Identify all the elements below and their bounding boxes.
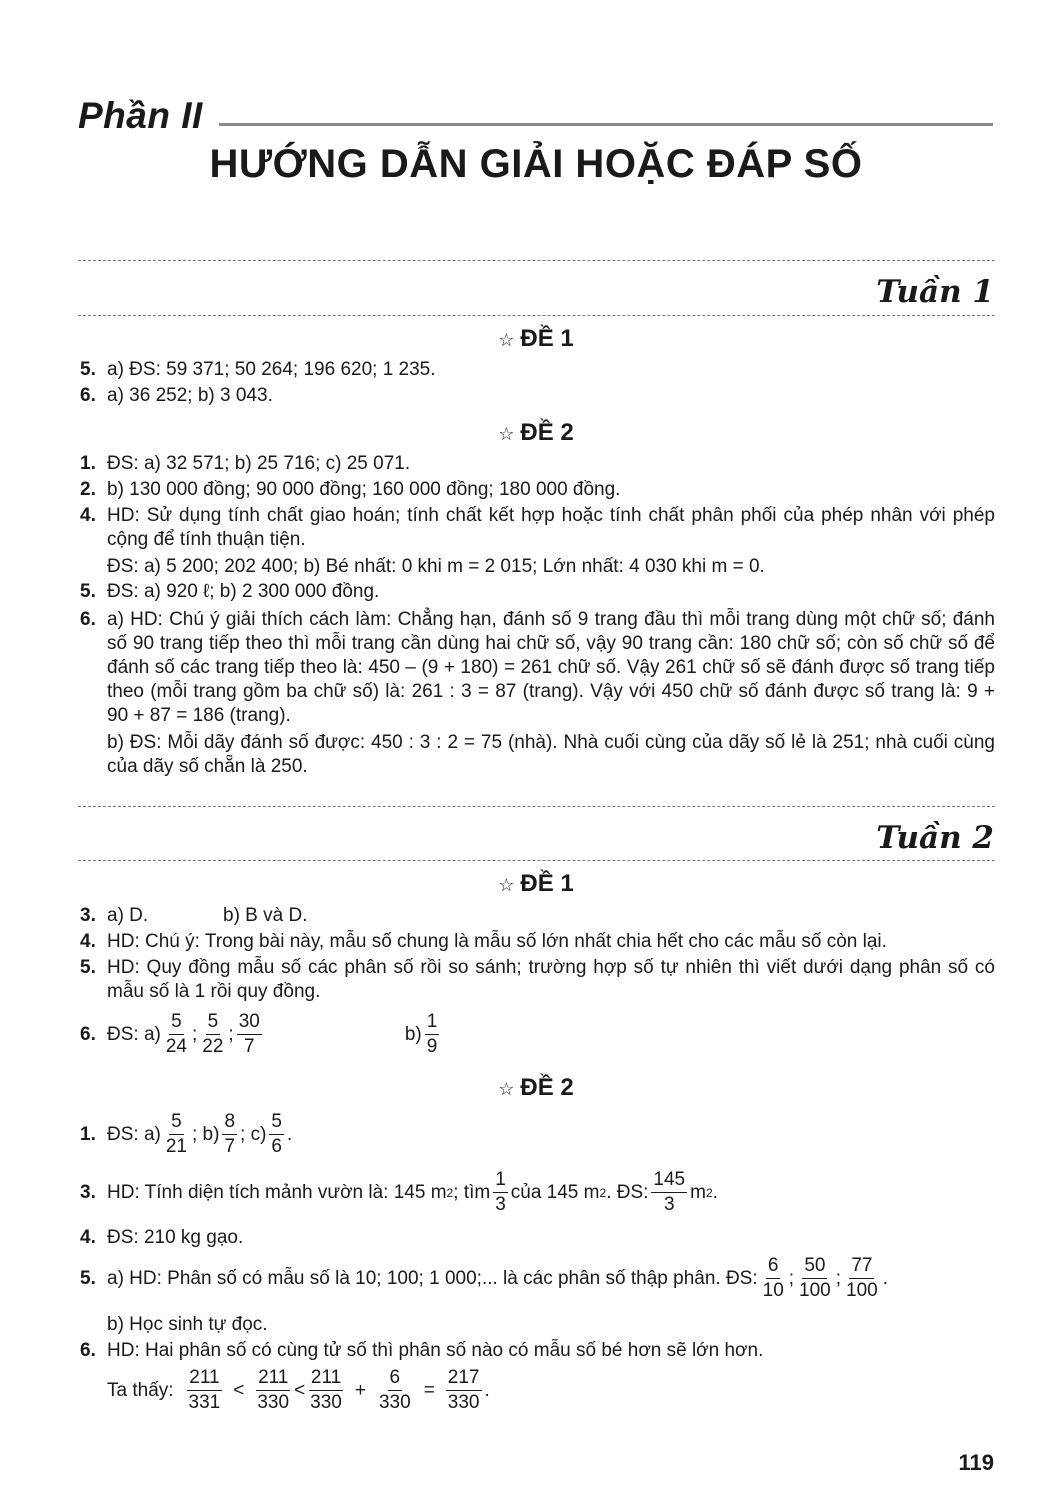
answer-detail: ĐS: a) 5 200; 202 400; b) Bé nhất: 0 khi m = 2 015; Lớn nhất: 4 030 khi m = 0. [107,556,765,577]
star-icon: ☆ [498,875,515,895]
week-heading: Tuần 2 [876,820,994,856]
fraction: $\frac{211}{330}$ [257,1367,290,1413]
fraction: $\frac{1}{9}$ [426,1011,438,1057]
star-icon: ☆ [498,424,515,444]
answer-item: 5. a) ĐS: 59 371; 50 264; 196 620; 1 235. [80,359,436,380]
part-rule [219,123,993,126]
answer-item: 2. b) 130 000 đồng; 90 000 đồng; 160 000 đồng; 180 000 đồng. [80,479,621,500]
fraction: $\frac{211}{330}$ [310,1367,342,1413]
fraction: $\frac{145}{3}$ [653,1169,686,1215]
part-label: Phần II [78,95,203,136]
fraction: $\frac{30}{7}$ [238,1011,260,1057]
answer-item: 1. ĐS: a) 32 571; b) 25 716; c) 25 071. [80,453,411,474]
part-header [78,84,993,134]
fraction: $\frac{50}{100}$ [799,1255,831,1301]
fraction: $\frac{5}{24}$ [165,1011,187,1057]
page-number: 119 [958,1450,994,1475]
divider [78,860,995,861]
answer-item: 3. HD: Tính diện tích mảnh vườn là: 145 m 2 ; tìm $\frac{1}{3}$ của 145 m 2 . ĐS: $\frac{145}{3}$ m 2 . [80,1169,718,1215]
divider [78,315,995,316]
week-heading: Tuần 1 [876,274,994,310]
fraction: $\frac{5}{22}$ [202,1011,224,1057]
fraction: $\frac{8}{7}$ [224,1111,236,1157]
page-title: HƯỚNG DẪN GIẢI HOẶC ĐÁP SỐ [209,142,863,186]
answer-item: 3. a) D. b) B và D. [80,905,308,926]
answer-item: 5. ĐS: a) 920 ℓ; b) 2 300 000 đồng. [80,581,380,602]
answer-item: 4. ĐS: 210 kg gạo. [80,1227,244,1248]
answer-item: 5. HD: Quy đồng mẫu số các phân số rồi so sánh; trường hợp số tự nhiên thì viết dưới dạng phân số có mẫu số là 1 rồi quy đồng. [80,957,995,1002]
test-heading: ☆ ĐỀ 2 [498,419,574,446]
divider [78,260,995,261]
answer-item: 6. ĐS: a) $\frac{5}{24}$ ; $\frac{5}{22}$ ; $\frac{30}{7}$ b) $\frac{1}{9}$ [80,1011,438,1057]
fraction: $\frac{5}{21}$ [165,1111,187,1157]
answer-item: 1. ĐS: a) $\frac{5}{21}$ ; b) $\frac{8}{7}$ ; c) $\frac{5}{6}$ . [80,1111,293,1157]
answer-detail: Ta thấy: $\frac{211}{331}$ < $\frac{211}{330}$ < $\frac{211}{330}$ + $\frac{6}{330}$ = $\frac{217}{330}$ . [107,1367,490,1413]
fraction: $\frac{1}{3}$ [495,1169,506,1215]
answer-item: 4. HD: Sử dụng tính chất giao hoán; tính chất kết hợp hoặc tính chất phân phối của phép nhân với phép cộng để tính thuận tiện. [80,505,995,550]
fraction: $\frac{5}{6}$ [271,1111,282,1157]
fraction: $\frac{217}{330}$ [447,1367,480,1413]
test-heading: ☆ ĐỀ 1 [498,870,574,897]
answer-item: 6. HD: Hai phân số có cùng tử số thì phân số nào có mẫu số bé hơn sẽ lớn hơn. [80,1340,764,1361]
test-heading: ☆ ĐỀ 1 [498,325,574,352]
fraction: $\frac{6}{330}$ [378,1367,411,1413]
answer-detail: b) Học sinh tự đọc. [107,1314,268,1335]
test-heading: ☆ ĐỀ 2 [498,1074,574,1101]
answer-detail: b) ĐS: Mỗi dãy đánh số được: 450 : 3 : 2 = 75 (nhà). Nhà cuối cùng của dãy số lẻ là 251; nhà cuối cùng của dãy số chẵn là 250. [107,732,995,777]
fraction: $\frac{6}{10}$ [762,1255,784,1301]
star-icon: ☆ [498,330,515,350]
fraction: $\frac{211}{331}$ [188,1367,221,1413]
star-icon: ☆ [498,1079,515,1099]
divider [78,806,995,807]
answer-item: 5. a) HD: Phân số có mẫu số là 10; 100; 1 000;... là các phân số thập phân. ĐS: $\frac{6}{10}$ ; $\frac{50}{100}$ ; $\frac{77}{100}$ . [80,1255,889,1301]
answer-item: 6. a) 36 252; b) 3 043. [80,385,273,406]
answer-item: 4. HD: Chú ý: Trong bài này, mẫu số chung là mẫu số lớn nhất chia hết cho các mẫu số còn lại. [80,931,887,952]
answer-item: 6. a) HD: Chú ý giải thích cách làm: Chẳng hạn, đánh số 9 trang đầu thì mỗi trang dùng một chữ số; đánh số 90 trang tiếp theo thì mỗi trang cần dùng hai chữ số, vậy 90 trang cần: 180 chữ số; còn số chữ số để đánh số các trang tiếp theo là: 450 – (9 + 180) = 261 chữ số. Vậy 261 chữ số sẽ đánh được số trang tiếp theo (mỗi trang gồm ba chữ số) là: 261 : 3 = 87 (trang). Vậy với 450 chữ số đánh được số trang là: 9 + 90 + 87 = 186 (trang). [80,609,995,726]
fraction: $\frac{77}{100}$ [846,1255,878,1301]
